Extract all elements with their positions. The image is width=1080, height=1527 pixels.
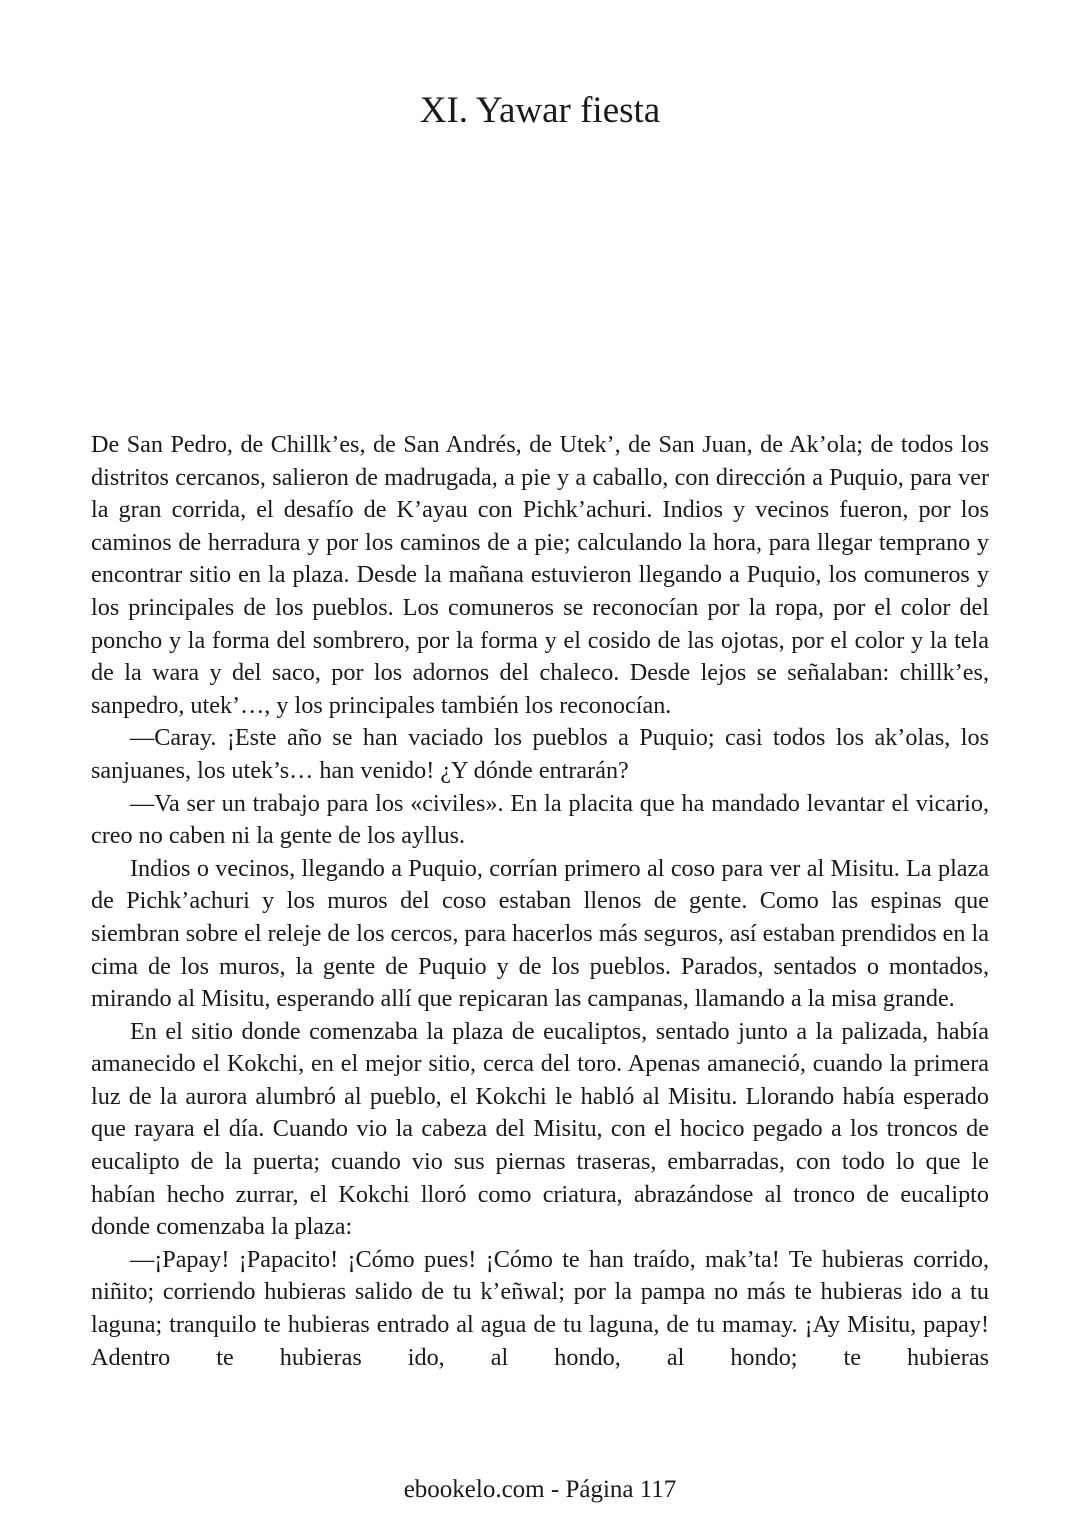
dialogue-paragraph: —Caray. ¡Este año se han vaciado los pueblos a Puquio; casi todos los ak’olas, los sanjuanes, los utek’s… han venido! ¿Y dónde entrarán? bbox=[91, 724, 989, 784]
page-footer: ebookelo.com - Página 117 bbox=[403, 1476, 677, 1503]
dialogue-paragraph: —Va ser un trabajo para los «civiles». En la placita que ha mandado levantar el vicario, creo no caben ni la gente de los ayllus. bbox=[91, 789, 989, 850]
chapter-body bbox=[91, 429, 989, 1374]
paragraph: En el sitio donde comenzaba la plaza de eucaliptos, sentado junto a la palizada, había amanecido el Kokchi, en el mejor sitio, cerca del toro. Apenas amaneció, cuando la primera luz de la aurora alumbró al pueblo, el Kokchi le habló al Misitu. Llorando había esperado que rayara el día. Cuando vio la cabeza del Misitu, con el hocico pegado a los troncos de eucalipto de la puerta; cuando vio sus piernas traseras, embarradas, con todo lo que le habían hecho zurrar, el Kokchi lloró como criatura, abrazándose al tronco de eucalipto donde comenzaba la plaza: bbox=[91, 1017, 989, 1241]
paragraph: De San Pedro, de Chillk’es, de San Andrés, de Utek’, de San Juan, de Ak’ola; de todos los distritos cercanos, salieron de madrugada, a pie y a caballo, con dirección a Puquio, para ver la gran corrida, el desafío de K’ayau con Pichk’achuri. Indios y vecinos fueron, por los caminos de herradura y por los caminos de a pie; calculando la hora, para llegar temprano y encontrar sitio en la plaza. Desde la mañana estuvieron llegando a Puquio, los comuneros y los principales de los pueblos. Los comuneros se reconocían por la ropa, por el color del poncho y la forma del sombrero, por la forma y el cosido de las ojotas, por el color y la tela de la wara y del saco, por los adornos del chaleco. Desde lejos se señalaban: chillk’es, sanpedro, utek’…, y los principales también los reconocían. bbox=[91, 431, 989, 719]
paragraph: Indios o vecinos, llegando a Puquio, corrían primero al coso para ver al Misitu. La plaza de Pichk’achuri y los muros del coso estaban llenos de gente. Como las espinas que siembran sobre el releje de los cercos, para hacerlos más seguros, así estaban prendidos en la cima de los muros, la gente de Puquio y de los pueblos. Parados, sentados o montados, mirando al Misitu, esperando allí que repicaran las campanas, llamando a la misa grande. bbox=[91, 854, 989, 1013]
dialogue-paragraph: —¡Papay! ¡Papacito! ¡Cómo pues! ¡Cómo te han traído, mak’ta! Te hubieras corrido, niñito; corriendo hubieras salido de tu k’eñwal; por la pampa no más te hubieras ido a tu laguna; tranquilo te hubieras entrado al agua de tu laguna, de tu mamay. ¡Ay Misitu, papay! Adentro te hubieras ido, al hondo, al hondo; te hubieras bbox=[91, 1245, 989, 1371]
chapter-title: XI. Yawar fiesta bbox=[419, 90, 661, 131]
